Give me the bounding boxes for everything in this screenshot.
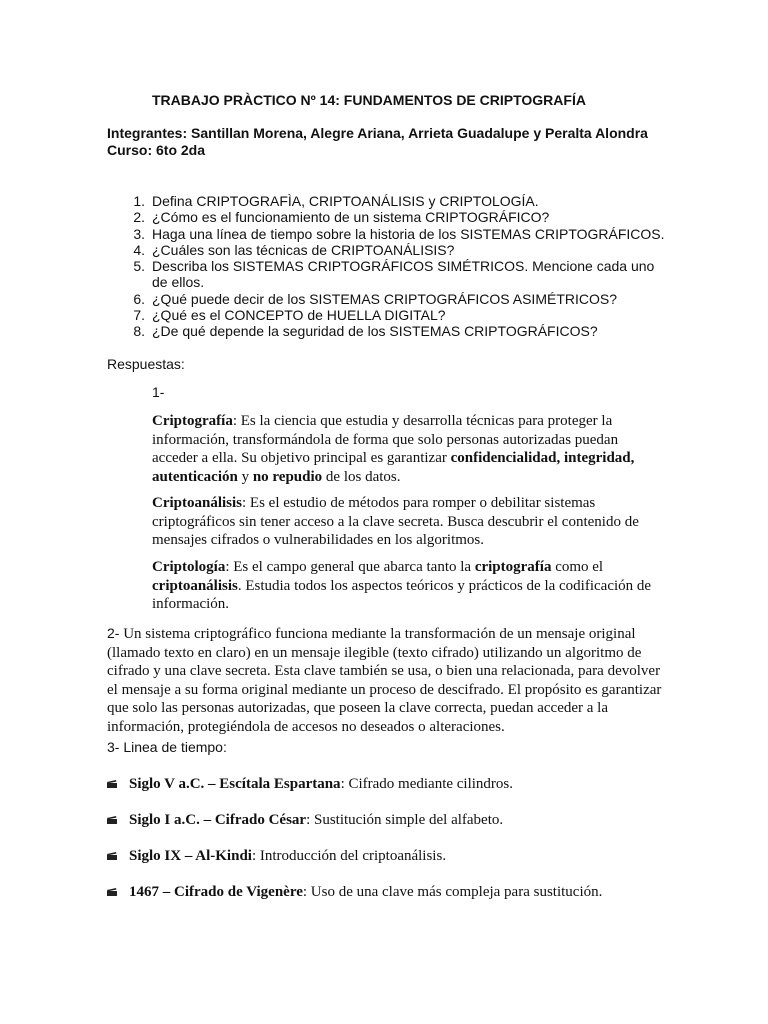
definition-text: de los datos. <box>322 468 401 485</box>
question-number: 8. <box>133 323 145 340</box>
answer-1-number: 1- <box>152 384 165 400</box>
timeline-date: 1467 – Cifrado de Vigenère <box>129 884 303 900</box>
question-text: ¿Cómo es el funcionamiento de un sistema CRIPTOGRÁFICO? <box>152 209 550 226</box>
timeline-date: Siglo I a.C. – Cifrado César <box>129 812 307 828</box>
keyword: criptoanálisis <box>152 577 238 594</box>
answer-2-paragraph <box>107 624 667 736</box>
question-list <box>107 193 667 340</box>
timeline-text: : Uso de una clave más compleja para sustitución. <box>302 884 603 900</box>
timeline-item <box>107 776 513 793</box>
timeline-text: : Sustitución simple del alfabeto. <box>306 812 504 828</box>
term-criptoanalisis: Criptoanálisis <box>152 495 243 511</box>
question-item <box>107 193 667 209</box>
question-item <box>107 209 667 225</box>
timeline-item <box>107 812 503 829</box>
question-number: 2. <box>133 209 145 226</box>
definition-text: : Es el estudio de métodos para romper o debilitar sistemas criptográficos sin tener acceso a la clave secreta. Busca descubrir el contenido de mensajes cifrados o vulnerabilidades en los algoritmos. <box>152 495 639 548</box>
answers-heading: Respuestas: <box>107 356 185 372</box>
definition-text: . Estudia todos los aspectos teóricos y prácticos de la codificación de información. <box>152 577 652 612</box>
timeline-date: Siglo IX – Al-Kindi <box>129 848 252 864</box>
members-block <box>107 125 648 158</box>
definition-text: como el <box>551 559 604 575</box>
clapperboard-bullet-icon <box>107 888 117 896</box>
definition-criptografia <box>152 412 662 486</box>
question-number: 5. <box>133 258 145 275</box>
keyword: no repudio <box>252 468 323 485</box>
answer-3-heading: 3- Linea de tiempo: <box>107 739 227 755</box>
definition-text: y <box>237 468 253 485</box>
timeline-text: : Cifrado mediante cilindros. <box>340 776 514 792</box>
question-item <box>107 291 667 307</box>
question-text: ¿Cuáles son las técnicas de CRIPTOANÁLISIS? <box>152 241 455 258</box>
definition-text: : Es el campo general que abarca tanto la <box>225 559 475 575</box>
question-item <box>107 226 667 242</box>
clapperboard-bullet-icon <box>107 780 117 788</box>
question-text: ¿Qué puede decir de los SISTEMAS CRIPTOGRÁFICOS ASIMÉTRICOS? <box>152 290 618 307</box>
course-line: Curso: 6to 2da <box>107 141 206 158</box>
question-text: Defina CRIPTOGRAFÌA, CRIPTOANÁLISIS y CRIPTOLOGÍA. <box>152 193 539 209</box>
members-line: Integrantes: Santillan Morena, Alegre Ariana, Arrieta Guadalupe y Peralta Alondra <box>107 125 648 141</box>
question-number: 6. <box>133 290 145 307</box>
question-number: 3. <box>133 225 145 242</box>
definition-text: : Es la ciencia que estudia y desarrolla técnicas para proteger la información, transformándola de forma que solo personas autorizadas puedan acceder a ella. Su objetivo principal es garantizar <box>152 413 619 466</box>
question-text: Describa los SISTEMAS CRIPTOGRÁFICOS SIMÉTRICOS. Mencione cada uno de ellos. <box>152 258 655 291</box>
term-criptografia: Criptografía <box>152 413 233 429</box>
question-text: ¿De qué depende la seguridad de los SISTEMAS CRIPTOGRÁFICOS? <box>152 323 598 340</box>
term-criptologia: Criptología <box>152 559 226 575</box>
question-text: Haga una línea de tiempo sobre la historia de los SISTEMAS CRIPTOGRÁFICOS. <box>152 225 665 242</box>
definition-criptologia <box>152 558 662 614</box>
question-item <box>107 307 667 323</box>
question-number: 7. <box>133 307 145 324</box>
question-item <box>107 323 667 339</box>
document-title: TRABAJO PRÀCTICO Nº 14: FUNDAMENTOS DE CRIPTOGRAFÍA <box>152 92 586 108</box>
question-text: ¿Qué es el CONCEPTO de HUELLA DIGITAL? <box>152 307 446 324</box>
timeline-item <box>107 848 446 865</box>
timeline-item <box>107 884 602 901</box>
clapperboard-bullet-icon <box>107 816 117 824</box>
question-item <box>107 258 667 291</box>
keyword: confidencialidad, integridad, autenticación <box>152 450 635 485</box>
question-number: 4. <box>133 241 145 258</box>
clapperboard-bullet-icon <box>107 852 117 860</box>
timeline-text: : Introducción del criptoanálisis. <box>251 848 447 864</box>
answer-2-number: 2- <box>107 625 120 641</box>
answer-2-text: Un sistema criptográfico funciona mediante la transformación de un mensaje original (llamado texto en claro) en un mensaje ilegible (texto cifrado) utilizando un algoritmo de cifrado y una clave secreta. Esta clave también se usa, o bien una relacionada, para devolver el mensaje a su forma original mediante un proceso de descifrado. El propósito es garantizar que solo las personas autorizadas, que poseen la clave correcta, puedan acceder a la información, protegiéndola de accesos no deseados o alteraciones. <box>107 626 662 735</box>
question-item <box>107 242 667 258</box>
keyword: criptografía <box>474 559 552 575</box>
question-number: 1. <box>133 193 145 209</box>
timeline-date: Siglo V a.C. – Escítala Espartana <box>129 776 341 792</box>
definition-criptoanalisis <box>152 494 662 550</box>
